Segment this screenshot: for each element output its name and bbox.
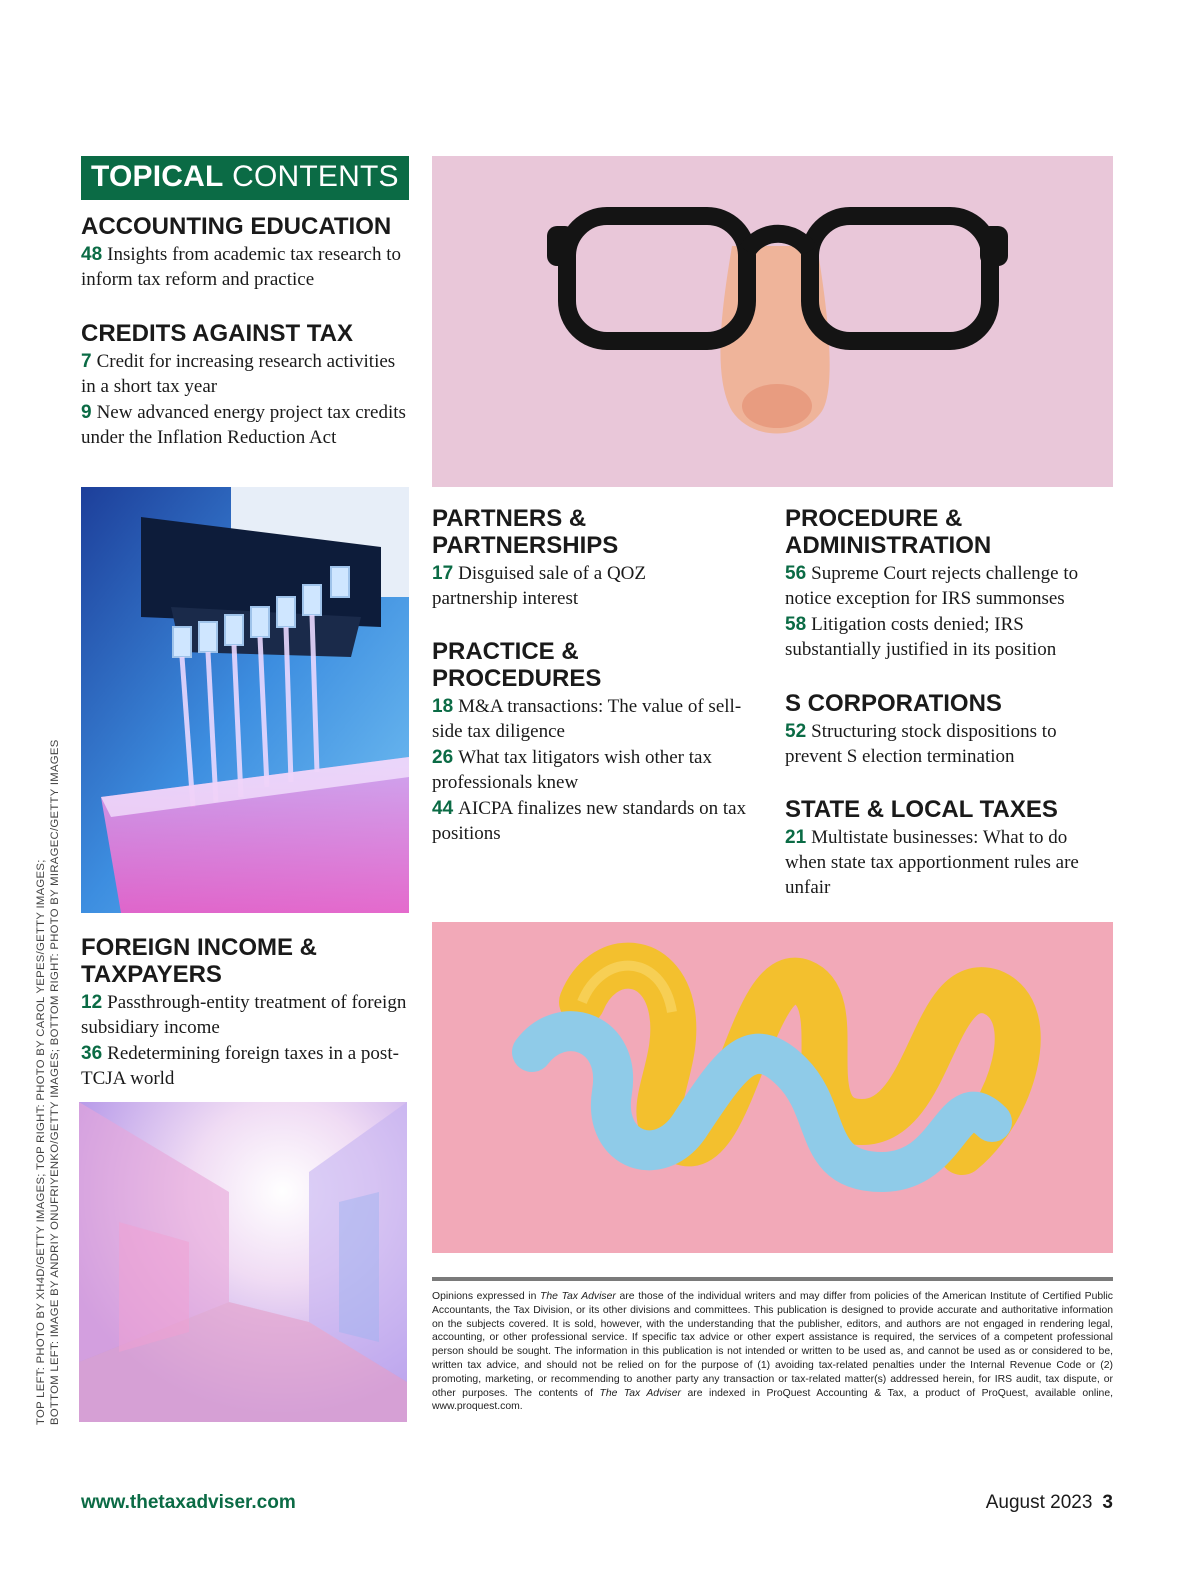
section-title: CREDITS AGAINST TAX: [81, 320, 354, 347]
issue-date: August 2023: [985, 1492, 1093, 1513]
entry-text: Litigation costs denied; IRS substantially justified in its position: [785, 614, 1057, 660]
section-procedure: [785, 505, 1113, 663]
entry-text: What tax litigators wish other tax professionals knew: [432, 747, 712, 793]
pipette-photo: [81, 487, 409, 913]
banner-light: CONTENTS: [232, 160, 399, 193]
section-title: STATE & LOCAL TAXES: [785, 796, 1058, 823]
photo-credit-line: TOP LEFT: PHOTO BY XH4D/GETTY IMAGES; TOP RIGHT: PHOTO BY CAROL YEPES/GETTY IMAGES;: [35, 859, 47, 1425]
section-foreign-income: [81, 934, 411, 1092]
page-number: 17: [432, 563, 454, 584]
disclaimer-text-2: are those of the individual writers and may differ from policies of the American Institute of Certified Public Accountants, the Tax Division, or its other divisions and committees. This publication is designed to provide accurate and authoritative information on the subjects covered. It is sold, however, with the understanding that the publisher, editors, and authors are not engaged in rendering legal, accounting, or other professional service. If specific tax advice or other expert assistance is required, the services of a competent professional person should be sought. The information in this publication is not intended or written to be used as, and cannot be used as or considered to be, written tax advice, and should not be relied on for the purpose of (1) avoiding tax-related penalties under the Internal Revenue Code or (2) promoting, marketing, or recommending to another party any transaction or tax-related matter(s) addressed herein, for IRS audit, tax dispute, or other purposes. The contents of: [432, 1291, 1113, 1399]
section-state-local: [785, 796, 1110, 901]
toc-entry[interactable]: [432, 694, 752, 744]
page-number: 56: [785, 563, 807, 584]
toc-entry[interactable]: [785, 825, 1110, 900]
section-s-corporations: [785, 690, 1105, 770]
toc-entry[interactable]: [81, 990, 411, 1040]
section-title: ACCOUNTING EDUCATION: [81, 213, 392, 240]
section-title: PRACTICE & PROCEDURES: [432, 638, 602, 692]
entry-text: Supreme Court rejects challenge to notice exception for IRS summonses: [785, 563, 1079, 609]
banner-bold: TOPICAL: [91, 160, 224, 193]
toc-entry[interactable]: [432, 796, 752, 846]
toc-entry[interactable]: [432, 745, 752, 795]
page-number: 18: [432, 696, 454, 717]
glasses-nose-photo: [432, 156, 1113, 487]
page-number: 21: [785, 827, 807, 848]
entry-text: Multistate businesses: What to do when state tax apportionment rules are unfair: [785, 827, 1079, 898]
photo-credit: [34, 739, 74, 1425]
section-accounting-education: [81, 213, 411, 293]
toc-entry[interactable]: [81, 400, 411, 450]
disclaimer-text-3: are indexed in ProQuest Accounting & Tax, a product of ProQuest, available online, www.proquest.com.: [432, 1387, 1113, 1413]
section-title: S CORPORATIONS: [785, 690, 1002, 717]
section-partners: [432, 505, 762, 612]
entry-text: Insights from academic tax research to inform tax reform and practice: [81, 244, 401, 290]
toc-entry[interactable]: [81, 242, 411, 292]
section-title: PARTNERS & PARTNERSHIPS: [432, 505, 619, 559]
page-number: 44: [432, 798, 454, 819]
hallway-photo: [79, 1102, 407, 1422]
toc-entry[interactable]: [81, 1041, 411, 1091]
section-practice: [432, 638, 752, 847]
toc-entry[interactable]: [785, 719, 1105, 769]
section-title: PROCEDURE & ADMINISTRATION: [785, 505, 992, 559]
publication-name: The Tax Adviser: [599, 1387, 681, 1399]
section-credits-against-tax: [81, 320, 411, 451]
page-number: 7: [81, 351, 92, 372]
topical-contents-banner: [81, 156, 409, 200]
photo-credit-line: BOTTOM LEFT: IMAGE BY ANDRIY ONUFRIYENKO/GETTY IMAGES; BOTTOM RIGHT: PHOTO BY MIRAGEC/GETTY IMAGES: [49, 739, 61, 1425]
page-number: 9: [81, 402, 92, 423]
page-number: 36: [81, 1043, 103, 1064]
page-number: 12: [81, 992, 103, 1013]
page-number: 52: [785, 721, 807, 742]
disclaimer-text-1: Opinions expressed in: [432, 1291, 541, 1302]
toc-entry[interactable]: [785, 561, 1113, 611]
entry-text: M&A transactions: The value of sell-side tax diligence: [432, 696, 742, 742]
footer-issue: [986, 1492, 1113, 1514]
section-title: FOREIGN INCOME & TAXPAYERS: [81, 934, 318, 988]
toc-entry[interactable]: [432, 561, 682, 611]
entry-text: New advanced energy project tax credits under the Inflation Reduction Act: [81, 402, 406, 448]
disclaimer: [432, 1277, 1113, 1414]
page-number: 58: [785, 614, 807, 635]
entry-text: Disguised sale of a QOZ partnership interest: [432, 563, 646, 609]
toc-entry[interactable]: [81, 349, 411, 399]
entry-text: Redetermining foreign taxes in a post-TCJA world: [81, 1043, 399, 1089]
page-number: 48: [81, 244, 103, 265]
page-number-footer: 3: [1102, 1492, 1113, 1513]
entry-text: Structuring stock dispositions to prevent S election termination: [785, 721, 1057, 767]
page-number: 26: [432, 747, 454, 768]
toc-entry[interactable]: [785, 612, 1113, 662]
ribbon-photo: [432, 922, 1113, 1253]
entry-text: Passthrough-entity treatment of foreign subsidiary income: [81, 992, 407, 1038]
footer-website-link[interactable]: www.thetaxadviser.com: [81, 1492, 296, 1513]
publication-name: The Tax Adviser: [540, 1291, 616, 1302]
entry-text: Credit for increasing research activities in a short tax year: [81, 351, 396, 397]
entry-text: AICPA finalizes new standards on tax positions: [432, 798, 747, 844]
